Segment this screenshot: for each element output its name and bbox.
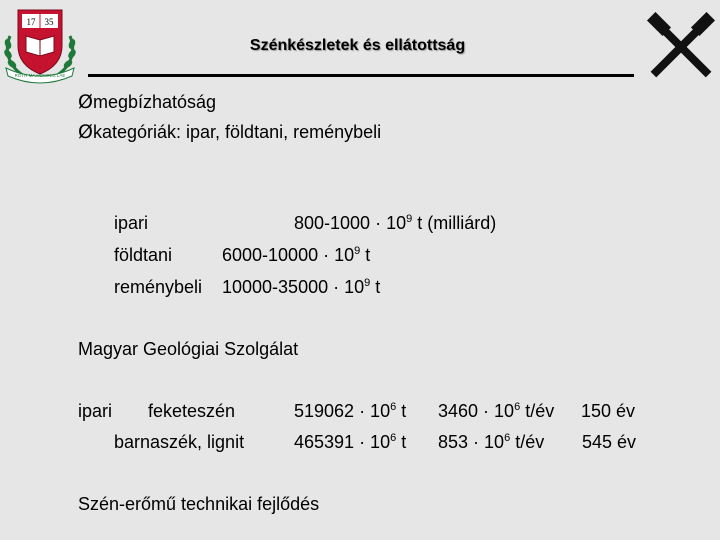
bullet-item (78, 121, 381, 143)
page-title: Szénkészletek és ellátottság (249, 37, 466, 54)
category-value: $6000-10000 \cdot 10^9$ t (222, 245, 371, 265)
reserve-rate: $853 \cdot 10^6$ t/év (438, 432, 545, 452)
category-name: reménybeli (114, 277, 203, 297)
crest-ribbon-text: ROTH MA HOMINIS LAE (14, 73, 66, 78)
category-name: ipari (114, 213, 149, 233)
reserve-type: barnaszék, lignit (114, 432, 245, 452)
reserve-amount: $519062 \cdot 10^6$ t (294, 401, 407, 421)
bullet-text: megbízhatóság (92, 92, 217, 112)
category-name: földtani (114, 245, 173, 265)
crest-year-left: 17 (26, 17, 36, 27)
reserve-rate: $3460 \cdot 10^6$ t/év (438, 401, 555, 421)
category-value: $10000-35000 \cdot 10^9$ t (222, 277, 381, 297)
bullet-item (78, 91, 216, 113)
title-divider (88, 74, 634, 77)
source-label: Magyar Geológiai Szolgálat (78, 339, 299, 359)
bullet-arrow-icon: Ø (78, 121, 93, 143)
reserve-years: 150 év (581, 401, 636, 421)
reserve-type: feketeszén (148, 401, 236, 421)
bullet-arrow-icon: Ø (78, 91, 93, 113)
crest-year-right: 35 (44, 17, 54, 27)
reserve-amount: $465391 \cdot 10^6$ t (294, 432, 407, 452)
category-value: $800-1000 \cdot 10^9$ t (milliárd) (294, 213, 497, 233)
footer-text: Szén-erőmű technikai fejlődés (78, 494, 320, 514)
bullet-text: kategóriák: ipar, földtani, reménybeli (92, 122, 382, 142)
reserves-group-label: ipari (78, 401, 113, 421)
reserve-years: 545 év (582, 432, 637, 452)
